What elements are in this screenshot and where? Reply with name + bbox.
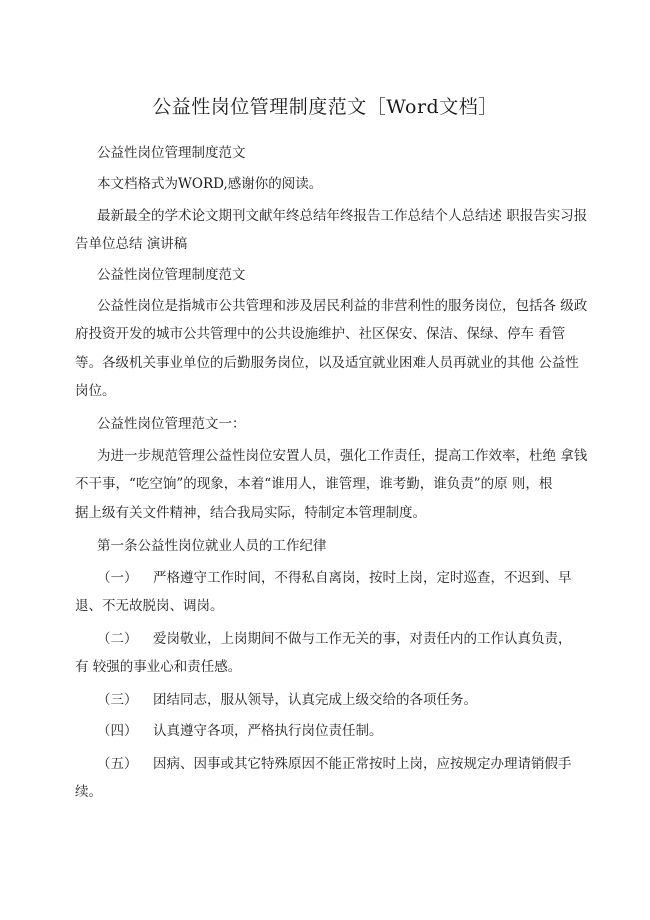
list-item <box>97 629 572 649</box>
article-heading: 第一条公益性岗位就业人员的工作纪律 <box>97 538 327 554</box>
item-continuation: 退、不无故脱岗、调岗。 <box>75 598 224 614</box>
subtitle: 公益性岗位管理制度范文 <box>97 145 246 161</box>
item-text: 认真遵守各项，严格执行岗位责任制。 <box>153 723 383 739</box>
item-continuation: 续。 <box>75 784 102 800</box>
list-item <box>97 754 572 774</box>
intro-line-1: 公益性岗位是指城市公共管理和涉及居民利益的非营利性的服务岗位，包括各 级政 <box>97 298 588 314</box>
document-title: 公益性岗位管理制度范文［Word文档］ <box>152 96 498 118</box>
list-item <box>97 721 383 741</box>
item-number: （四） <box>97 723 138 739</box>
item-text: 爱岗敬业，上岗期间不做与工作无关的事，对责任内的工作认真负责， <box>153 631 572 647</box>
item-number: （二） <box>97 631 138 647</box>
item-continuation: 有 较强的事业心和责任感。 <box>75 659 242 675</box>
promo-line-1: 最新最全的学术论文期刊文献年终总结年终报告工作总结个人总结述 职报告实习报 <box>97 208 588 224</box>
subtitle-2: 公益性岗位管理制度范文 <box>97 267 246 283</box>
purpose-line-2: 不干事，“吃空饷”的现象，本着“谁用人，谁管理，谁考勤，谁负责”的原 则，根 <box>75 476 553 492</box>
intro-line-3: 等。各级机关事业单位的后勤服务岗位，以及适宜就业困难人员再就业的其他 公益性 <box>75 355 579 371</box>
promo-line-2: 告单位总结 演讲稿 <box>75 236 188 252</box>
purpose-line-1: 为进一步规范管理公益性岗位安置人员，强化工作责任，提高工作效率，杜绝 拿钱 <box>97 448 588 464</box>
item-number: （一） <box>97 570 138 586</box>
item-text: 严格遵守工作时间，不得私自离岗，按时上岗，定时巡查，不迟到、早 <box>153 570 572 586</box>
intro-line-4: 岗位。 <box>75 383 116 399</box>
item-number: （五） <box>97 756 138 772</box>
item-number: （三） <box>97 692 138 708</box>
item-text: 团结同志，服从领导，认真完成上级交给的各项任务。 <box>153 692 477 708</box>
intro-line-2: 府投资开发的城市公共管理中的公共设施维护、社区保安、保洁、保绿、停车 看管 <box>75 326 566 342</box>
list-item <box>97 568 572 588</box>
purpose-line-3: 据上级有关文件精神，结合我局实际，特制定本管理制度。 <box>75 505 426 521</box>
format-note: 本文档格式为WORD,感谢你的阅读。 <box>97 176 323 192</box>
list-item <box>97 690 477 710</box>
item-text: 因病、因事或其它特殊原因不能正常按时上岗，应按规定办理请销假手 <box>153 756 572 772</box>
section-heading: 公益性岗位管理范文一： <box>97 416 246 432</box>
